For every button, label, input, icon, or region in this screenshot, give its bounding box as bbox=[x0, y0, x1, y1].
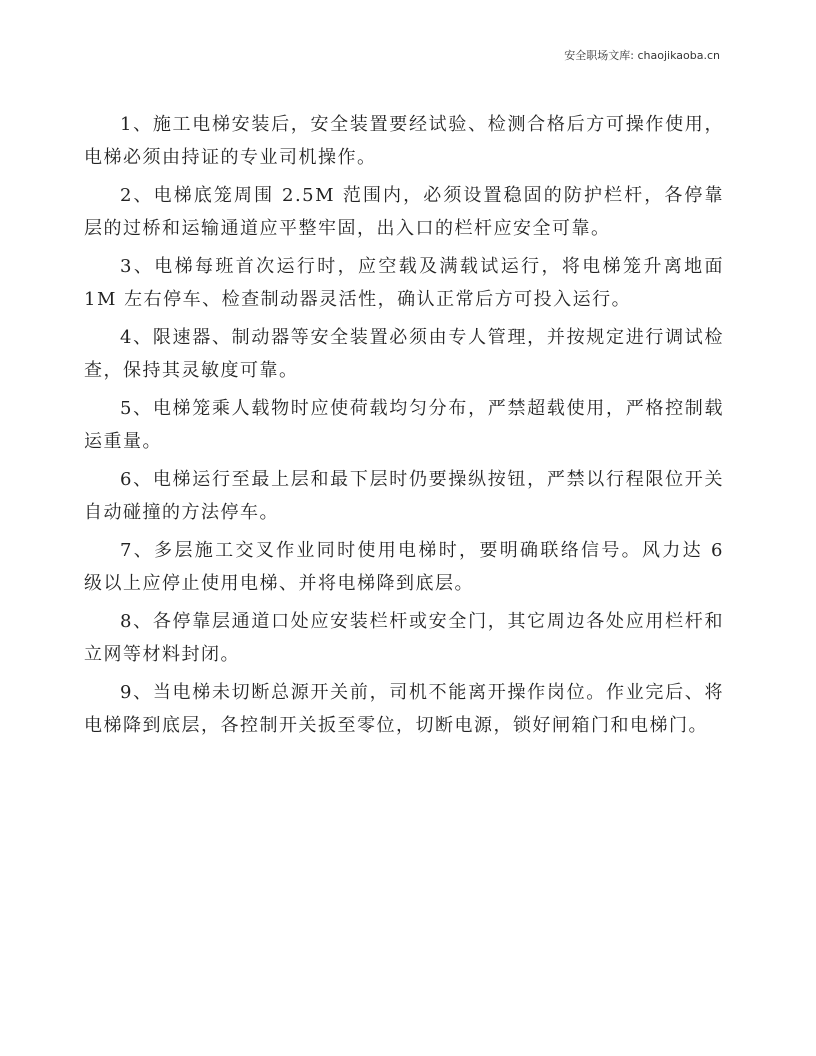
page-header-source: 安全职场文库: chaojikaoba.cn bbox=[564, 49, 720, 62]
paragraph-1: 1、施工电梯安装后，安全装置要经试验、检测合格后方可操作使用，电梯必须由持证的专业司机操作。 bbox=[84, 114, 724, 168]
paragraph-5: 5、电梯笼乘人载物时应使荷载均匀分布，严禁超载使用，严格控制载运重量。 bbox=[84, 398, 724, 452]
paragraph-3: 3、电梯每班首次运行时，应空载及满载试运行，将电梯笼升离地面 1M 左右停车、检查制动器灵活性，确认正常后方可投入运行。 bbox=[84, 256, 724, 310]
paragraph-8: 8、各停靠层通道口处应安装栏杆或安全门，其它周边各处应用栏杆和立网等材料封闭。 bbox=[84, 611, 724, 665]
paragraph-6: 6、电梯运行至最上层和最下层时仍要操纵按钮，严禁以行程限位开关自动碰撞的方法停车。 bbox=[84, 469, 724, 523]
paragraph-2: 2、电梯底笼周围 2.5M 范围内，必须设置稳固的防护栏杆，各停靠层的过桥和运输通道应平整牢固，出入口的栏杆应安全可靠。 bbox=[84, 185, 724, 239]
paragraph-7: 7、多层施工交叉作业同时使用电梯时，要明确联络信号。风力达 6 级以上应停止使用电梯、并将电梯降到底层。 bbox=[84, 540, 724, 594]
document-body bbox=[84, 108, 724, 747]
paragraph-9: 9、当电梯未切断总源开关前，司机不能离开操作岗位。作业完后、将电梯降到底层，各控制开关扳至零位，切断电源，锁好闸箱门和电梯门。 bbox=[84, 682, 724, 736]
paragraph-4: 4、限速器、制动器等安全装置必须由专人管理，并按规定进行调试检查，保持其灵敏度可靠。 bbox=[84, 327, 724, 381]
